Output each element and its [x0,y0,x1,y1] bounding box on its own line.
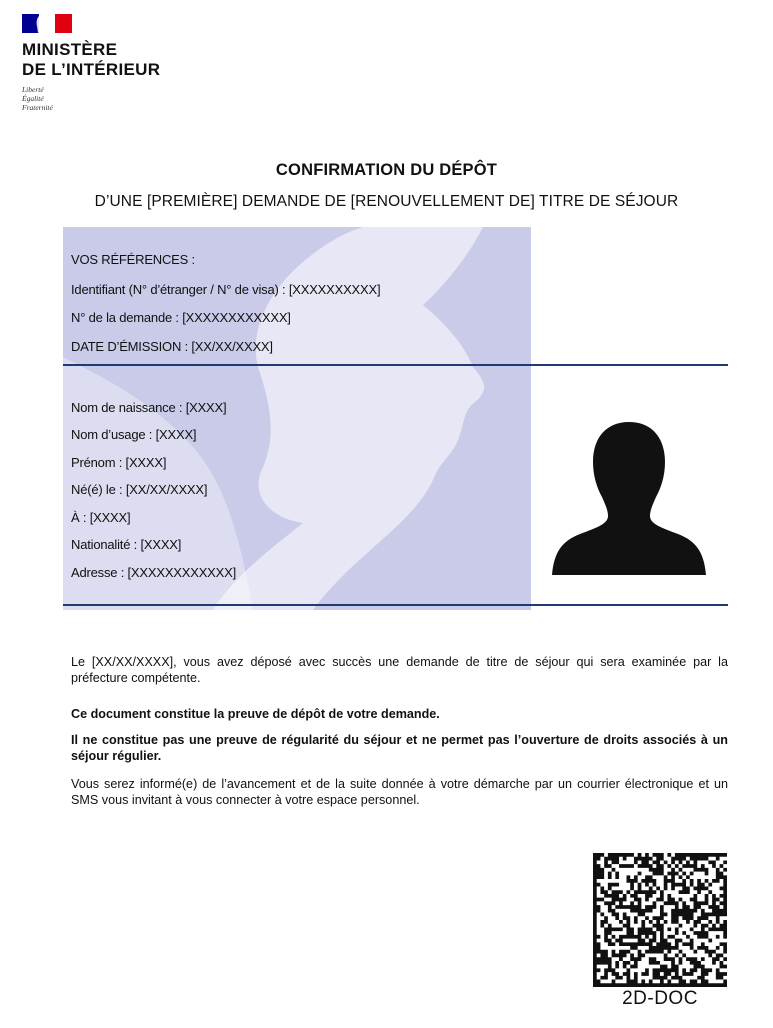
prenom-field: Prénom : [XXXX] [71,455,167,470]
ministry-name [22,40,160,80]
deposit-confirmation-text: Le [XX/XX/XXXX], vous avez déposé avec succès une demande de titre de séjour qui sera examinée par la préfecture compétente. [71,655,728,685]
ministry-line-2: DE L’INTÉRIEUR [22,60,161,79]
ministry-line-1: MINISTÈRE [22,40,118,59]
date-emission-field: DATE D’ÉMISSION : [XX/XX/XXXX] [71,339,273,354]
document-title: CONFIRMATION DU DÉPÔT [275,161,498,179]
identifiant-field: Identifiant (N° d’étranger / N° de visa) : [XXXXXXXXXX] [71,282,381,297]
references-heading: VOS RÉFÉRENCES : [71,252,195,267]
section-divider-top [63,364,728,366]
document-subtitle: D’UNE [PREMIÈRE] DEMANDE DE [RENOUVELLEMENT DE] TITRE DE SÉJOUR [94,193,679,210]
section-divider-bottom [63,604,728,606]
numero-demande-field: N° de la demande : [XXXXXXXXXXXX] [71,310,291,325]
nom-naissance-field: Nom de naissance : [XXXX] [71,400,227,415]
2d-doc-code-icon [593,853,727,987]
lieu-naissance-field: À : [XXXX] [71,510,131,525]
motto-egalite: Égalité [22,94,44,103]
2d-doc-label: 2D-DOC [622,988,698,1009]
proof-of-deposit-text: Ce document constitue la preuve de dépôt de votre demande. [71,707,440,721]
person-silhouette-icon [552,418,706,575]
notification-text: Vous serez informé(e) de l’avancement et de la suite donnée à votre démarche par un courrier électronique et un SMS vous invitant à vous connecter à votre espace personnel. [71,777,728,807]
motto-liberte: Liberté [22,85,44,94]
not-proof-of-residence-text: Il ne constitue pas une preuve de régularité du séjour et ne permet pas l’ouverture de droits associés à un séjour régulier. [71,733,728,763]
code-modules [593,853,727,987]
republic-motto [22,85,53,112]
nom-usage-field: Nom d’usage : [XXXX] [71,427,197,442]
marianne-logo-icon [33,14,53,33]
nationalite-field: Nationalité : [XXXX] [71,537,182,552]
adresse-field: Adresse : [XXXXXXXXXXXX] [71,565,236,580]
date-naissance-field: Né(é) le : [XX/XX/XXXX] [71,482,208,497]
motto-fraternite: Fraternité [22,103,53,112]
